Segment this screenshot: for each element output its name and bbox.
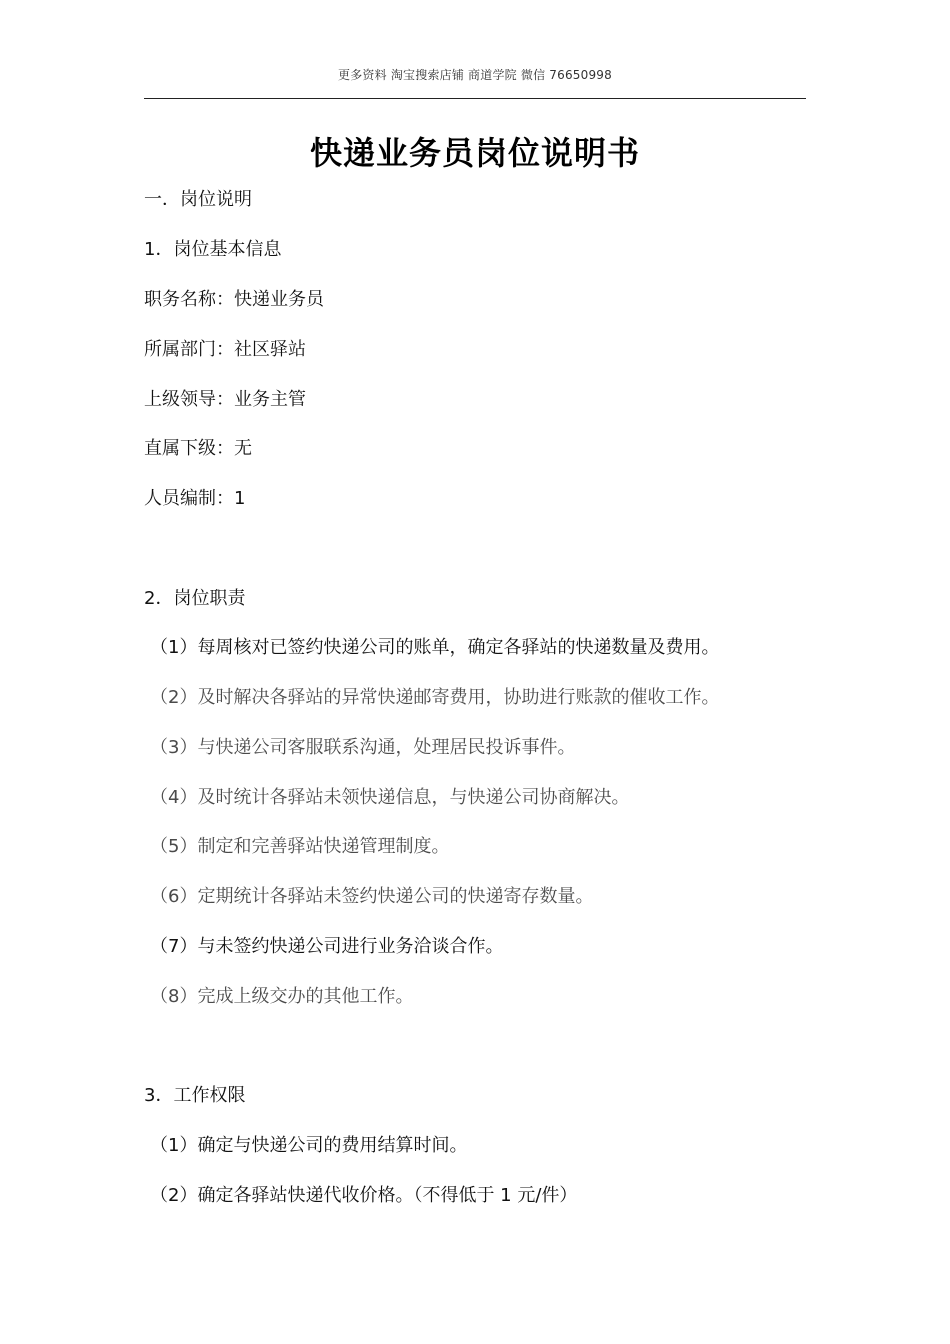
field-supervisor: 上级领导：业务主管 <box>144 389 306 410</box>
header-divider <box>144 98 806 99</box>
responsibility-item: （3）与快递公司客服联系沟通，处理居民投诉事件。 <box>150 737 576 758</box>
section-heading: 一．岗位说明 <box>144 189 252 210</box>
responsibility-item: （5）制定和完善驿站快递管理制度。 <box>150 836 450 857</box>
field-job-title: 职务名称：快递业务员 <box>144 289 324 310</box>
responsibility-item: （6）定期统计各驿站未签约快递公司的快递寄存数量。 <box>150 886 594 907</box>
field-subordinates: 直属下级：无 <box>144 438 252 459</box>
responsibility-item: （1）每周核对已签约快递公司的账单，确定各驿站的快递数量及费用。 <box>150 637 720 658</box>
authority-item: （1）确定与快递公司的费用结算时间。 <box>150 1135 468 1156</box>
header-text: 更多资料 淘宝搜索店铺 商道学院 微信 76650998 <box>338 68 612 82</box>
authority-item: （2）确定各驿站快递代收价格。（不得低于 1 元/件） <box>150 1185 578 1206</box>
subsection-heading-responsibilities: 2．岗位职责 <box>144 588 246 609</box>
document-title: 快递业务员岗位说明书 <box>309 134 640 172</box>
responsibility-item: （7）与未签约快递公司进行业务洽谈合作。 <box>150 936 504 957</box>
responsibility-item: （2）及时解决各驿站的异常快递邮寄费用，协助进行账款的催收工作。 <box>150 687 720 708</box>
responsibility-item: （4）及时统计各驿站未领快递信息，与快递公司协商解决。 <box>150 787 630 808</box>
subsection-heading-authority: 3．工作权限 <box>144 1085 246 1106</box>
responsibility-item: （8）完成上级交办的其他工作。 <box>150 986 414 1007</box>
field-department: 所属部门：社区驿站 <box>144 339 306 360</box>
subsection-heading-basic-info: 1．岗位基本信息 <box>144 239 282 260</box>
field-headcount: 人员编制：1 <box>144 488 246 509</box>
